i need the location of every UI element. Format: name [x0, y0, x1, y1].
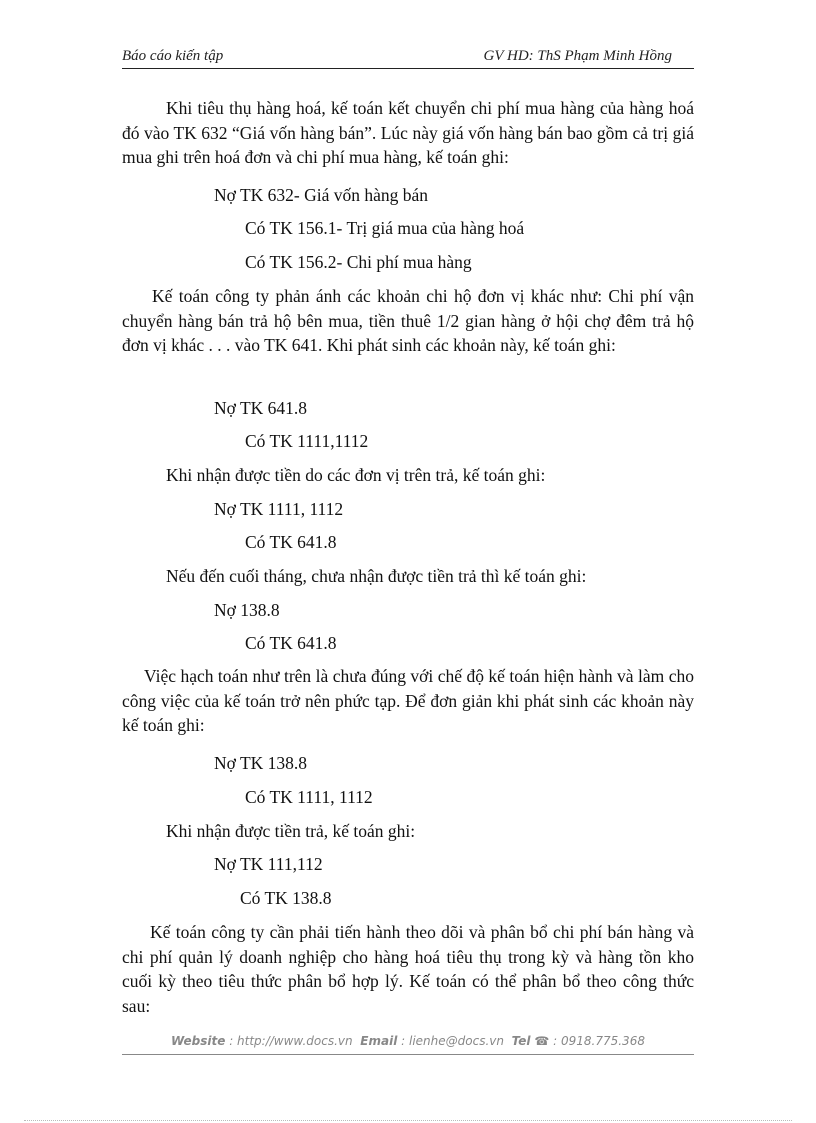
entry-4-debit: Nợ 138.8 [214, 600, 280, 620]
paragraph-1: Khi tiêu thụ hàng hoá, kế toán kết chuyển chi phí mua hàng của hàng hoá đó vào TK 632 “Giá vốn hàng bán”. Lúc này giá vốn hàng bán bao gồm cả trị giá mua ghi trên hoá đơn và chi phí mua hàng, kế toán ghi: [122, 98, 694, 167]
entry-3-debit: Nợ TK 1111, 1112 [214, 499, 344, 519]
footer-website-label: Website [171, 1034, 226, 1048]
paragraph-5: Việc hạch toán như trên là chưa đúng với chế độ kế toán hiện hành và làm cho công việc của kế toán trở nên phức tạp. Để đơn giản khi phát sinh các khoản này kế toán ghi: [122, 666, 694, 735]
footer-tel-value: : 0918.775.368 [553, 1034, 645, 1048]
paragraph-6: Khi nhận được tiền trả, kế toán ghi: [166, 821, 416, 841]
page-edge-divider [24, 1120, 792, 1121]
page-footer [122, 1034, 694, 1055]
entry-5-debit: Nợ TK 138.8 [214, 753, 308, 773]
entry-5-credit: Có TK 1111, 1112 [245, 787, 373, 807]
entry-3-credit: Có TK 641.8 [245, 532, 337, 552]
entry-4-credit: Có TK 641.8 [245, 633, 337, 653]
entry-2-credit: Có TK 1111,1112 [245, 431, 369, 451]
header-right: GV HD: ThS Phạm Minh Hồng [483, 48, 672, 64]
page-header [122, 46, 694, 69]
paragraph-2: Kế toán công ty phản ánh các khoản chi hộ đơn vị khác như: Chi phí vận chuyển hàng bán trả hộ bên mua, tiền thuê 1/2 gian hàng ở hội chợ đêm trả hộ đơn vị khác . . . vào TK 641. Khi phát sinh các khoản này, kế toán ghi: [122, 286, 694, 355]
entry-2-debit: Nợ TK 641.8 [214, 398, 308, 418]
footer-tel-label: Tel [511, 1034, 531, 1048]
phone-icon: ☎ [534, 1034, 550, 1048]
paragraph-7: Kế toán công ty cần phải tiến hành theo dõi và phân bổ chi phí bán hàng và chi phí quản lý doanh nghiệp cho hàng hoá tiêu thụ trong kỳ và hàng tồn kho cuối kỳ theo tiêu thức phân bổ hợp lý. Kế toán có thể phân bổ theo công thức sau: [122, 922, 694, 1016]
footer-website-link[interactable]: : http://www.docs.vn [229, 1034, 353, 1048]
entry-6-debit: Nợ TK 111,112 [214, 854, 323, 874]
footer-email-link[interactable]: : lienhe@docs.vn [401, 1034, 504, 1048]
entry-1-debit: Nợ TK 632- Giá vốn hàng bán [214, 185, 429, 205]
entry-6-credit: Có TK 138.8 [240, 888, 332, 908]
paragraph-3: Khi nhận được tiền do các đơn vị trên trả, kế toán ghi: [166, 465, 546, 485]
footer-email-label: Email [360, 1034, 398, 1048]
entry-1-credit-1: Có TK 156.1- Trị giá mua của hàng hoá [245, 218, 525, 238]
header-left: Báo cáo kiến tập [122, 48, 224, 64]
paragraph-4: Nếu đến cuối tháng, chưa nhận được tiền trả thì kế toán ghi: [166, 566, 587, 586]
entry-1-credit-2: Có TK 156.2- Chi phí mua hàng [245, 252, 472, 272]
